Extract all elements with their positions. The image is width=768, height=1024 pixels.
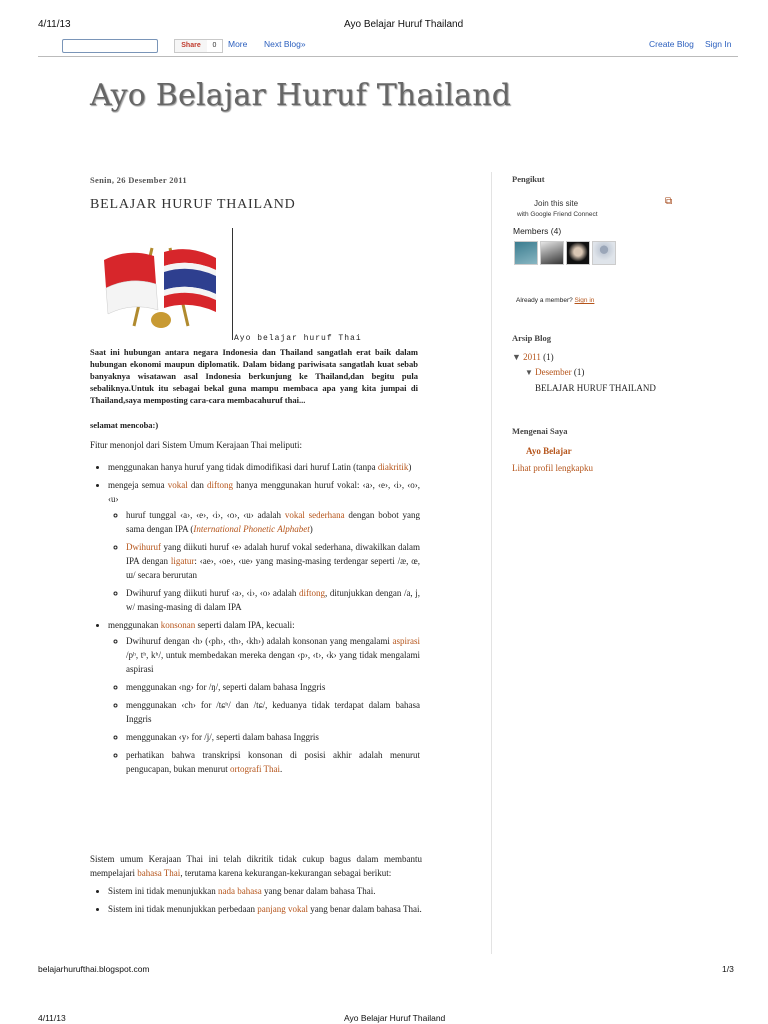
link[interactable]: International Phonetic Alphabet (193, 524, 310, 534)
link[interactable]: bahasa Thai (137, 868, 181, 878)
already-member: Already a member? Sign in (516, 297, 595, 304)
avatar[interactable] (592, 241, 616, 265)
intro-paragraph: Saat ini hubungan antara negara Indonesia dan Thailand sangatlah erat baik dalam hubungan ekonomi maupun diplomatik. Dalam bidang pariwisata sangatlah kuat sebab banyaknya wisatawan asal Indonesia berkunjung ke Thailand,dan begitu pula sebaliknya.Untuk itu sebagai bekal guna mampu membaca apa yang kita jumpai di Thailand,saya memposting cara-cara membacahuruf thai... (90, 347, 418, 405)
followers-title: Pengikut (512, 174, 545, 184)
avatar[interactable] (540, 241, 564, 265)
list-item: ◦ perhatikan bahwa transkripsi konsonan di posisi akhir adalah menurut pengucapan, bukan menurut ortografi Thai. (126, 748, 420, 776)
list-item: • menggunakan hanya huruf yang tidak dimodifikasi dari huruf Latin (tanpa diakritik) (108, 460, 420, 474)
link[interactable]: vokal (167, 480, 188, 490)
profile-link[interactable]: Lihat profil lengkapku (512, 463, 593, 473)
options-icon[interactable]: ⧉ (665, 196, 673, 207)
list-item: • menggunakan konsonan seperti dalam IPA, kecuali: ◦ Dwihuruf dengan ‹h› (‹ph›, ‹th›, ‹kh›) adalah konsonan yang mengalami aspirasi /pʰ, tʰ, kʰ/, untuk membedakan mereka dengan ‹p›, ‹t›, ‹k› yang tidak mengalami aspirasi ◦ menggunakan ‹ng› for /ŋ/, seperti dalam bahasa Inggris ◦ menggunakan ‹ch› for /tɕʰ/ dan /tɕ/, keduanya tidak terdapat dalam bahasa Inggris ◦ menggunakan ‹y› for /j/, seperti dalam bahasa Inggris ◦ perhatikan bahwa transkripsi konsonan di posisi akhir adalah menurut pengucapan, bukan menurut ortografi Thai. (108, 618, 420, 776)
blog-title[interactable]: Ayo Belajar Huruf Thailand (90, 78, 512, 113)
list-item: ◦ Dwihuruf yang diikuti huruf ‹e› adalah huruf vokal sederhana, diwakilkan dalam IPA dengan ligatur: ‹ae›, ‹oe›, ‹ue› yang masing-masing terdengar seperti /æ, œ, ɯ/ secara berurutan (126, 540, 420, 582)
next-blog-link[interactable]: Next Blog» (264, 39, 306, 49)
member-avatars (514, 241, 616, 265)
page-url: belajarhurufthai.blogspot.com (38, 964, 150, 974)
share-count: 0 (207, 39, 223, 53)
post-title[interactable]: BELAJAR HURUF THAILAND (90, 197, 296, 212)
link[interactable]: ligatur (170, 556, 195, 566)
link[interactable]: vokal sederhana (284, 510, 345, 520)
list-item: ◦ menggunakan ‹y› for /j/, seperti dalam bahasa Inggris (126, 730, 420, 744)
list-item: • Sistem ini tidak menunjukkan perbedaan panjang vokal yang benar dalam bahasa Thai. (108, 902, 422, 916)
list-item: • Sistem ini tidak menunjukkan nada bahasa yang benar dalam bahasa Thai. (108, 884, 422, 898)
link[interactable]: Dwihuruf (126, 542, 161, 552)
list-item: ◦ Dwihuruf dengan ‹h› (‹ph›, ‹th›, ‹kh›) adalah konsonan yang mengalami aspirasi /pʰ, tʰ, kʰ/, untuk membedakan mereka dengan ‹p›, ‹t›, ‹k› yang tidak mengalami aspirasi (126, 634, 420, 676)
list-item: ◦ menggunakan ‹ch› for /tɕʰ/ dan /tɕ/, keduanya tidak terdapat dalam bahasa Inggris (126, 698, 420, 726)
more-link[interactable]: More (228, 39, 248, 49)
link[interactable]: nada bahasa (218, 886, 262, 896)
list-item: • mengeja semua vokal dan diftong hanya menggunakan huruf vokal: ‹a›, ‹e›, ‹i›, ‹o›, ‹u› ◦ huruf tunggal ‹a›, ‹e›, ‹i›, ‹o›, ‹u› adalah vokal sederhana dengan bobot yang sama dengan IPA (International Phonetic Alphabet) ◦ Dwihuruf yang diikuti huruf ‹e› adalah huruf vokal sederhana, diwakilkan dalam IPA dengan ligatur: ‹ae›, ‹oe›, ‹ue› yang masing-masing terdengar seperti /æ, œ, ɯ/ secara berurutan ◦ Dwihuruf yang diikuti huruf ‹a›, ‹i›, ‹o› adalah diftong, ditunjukkan dengan /a, j, w/ masing-masing di dalam IPA (108, 478, 420, 614)
gfc-label: with Google Friend Connect (517, 211, 598, 218)
navbar-search-input[interactable] (62, 39, 158, 53)
footer-date: 4/11/13 (38, 1013, 66, 1023)
feature-list (90, 460, 420, 780)
author-name-link[interactable]: Ayo Belajar (526, 446, 572, 456)
link[interactable]: diftong (299, 588, 325, 598)
blogger-navbar (38, 36, 738, 57)
list-item: ◦ Dwihuruf yang diikuti huruf ‹a›, ‹i›, ‹o› adalah diftong, ditunjukkan dengan /a, j, w/ masing-masing di dalam IPA (126, 586, 420, 614)
avatar[interactable] (514, 241, 538, 265)
archive-month-link[interactable]: Desember (535, 367, 572, 377)
page-number: 1/3 (722, 964, 734, 974)
footer-title: Ayo Belajar Huruf Thailand (344, 1013, 446, 1023)
about-title: Mengenai Saya (512, 426, 568, 436)
avatar[interactable] (566, 241, 590, 265)
archive-post-link[interactable]: BELAJAR HURUF THAILAND (535, 383, 656, 393)
archive-year-link[interactable]: 2011 (523, 352, 541, 362)
image-caption: Ayo belajar huruf Thai (234, 334, 362, 343)
link[interactable]: diakritik (377, 462, 409, 472)
list-item: ◦ menggunakan ‹ng› for /ŋ/, seperti dalam bahasa Inggris (126, 680, 420, 694)
link[interactable]: aspirasi (392, 636, 420, 646)
create-blog-link[interactable]: Create Blog (649, 39, 694, 49)
join-site-button[interactable]: Join this site (534, 199, 579, 208)
triangle-down-icon[interactable]: ▼ (512, 352, 521, 362)
crossed-flags-icon (90, 228, 232, 340)
archive-year[interactable]: ▼ 2011 (1) (512, 352, 554, 362)
print-title: Ayo Belajar Huruf Thailand (344, 19, 464, 30)
link[interactable]: panjang vokal (257, 904, 308, 914)
sidebar-sign-in-link[interactable]: Sign in (574, 297, 595, 304)
list-item: ◦ huruf tunggal ‹a›, ‹e›, ‹i›, ‹o›, ‹u› adalah vokal sederhana dengan bobot yang sama dengan IPA (International Phonetic Alphabet) (126, 508, 420, 536)
critique-section: Sistem umum Kerajaan Thai ini telah dikritik tidak cukup bagus dalam membantu mempelajari bahasa Thai, terutama karena kekurangan-kekurangan sebagai berikut: • Sistem ini tidak menunjukkan nada bahasa yang benar dalam bahasa Thai. • Sistem ini tidak menunjukkan perbedaan panjang vokal yang benar dalam bahasa Thai. (90, 852, 422, 920)
link[interactable]: konsonan (160, 620, 196, 630)
sign-in-link[interactable]: Sign In (705, 39, 732, 49)
archive-month[interactable]: ▼ Desember (1) (525, 367, 585, 377)
date-header: Senin, 26 Desember 2011 (90, 175, 187, 185)
fitur-heading: Fitur menonjol dari Sistem Umum Kerajaan Thai meliputi: (90, 440, 303, 450)
link[interactable]: ortografi Thai (229, 764, 281, 774)
flag-image (90, 228, 233, 340)
print-date: 4/11/13 (38, 19, 71, 30)
members-count: Members (4) (513, 226, 562, 236)
selamat-text: selamat mencoba:) (90, 420, 159, 430)
triangle-down-icon[interactable]: ▼ (525, 368, 533, 377)
archive-title: Arsip Blog (512, 333, 551, 343)
link[interactable]: diftong (207, 480, 234, 490)
share-button[interactable]: Share (174, 39, 208, 53)
column-divider (491, 172, 492, 954)
